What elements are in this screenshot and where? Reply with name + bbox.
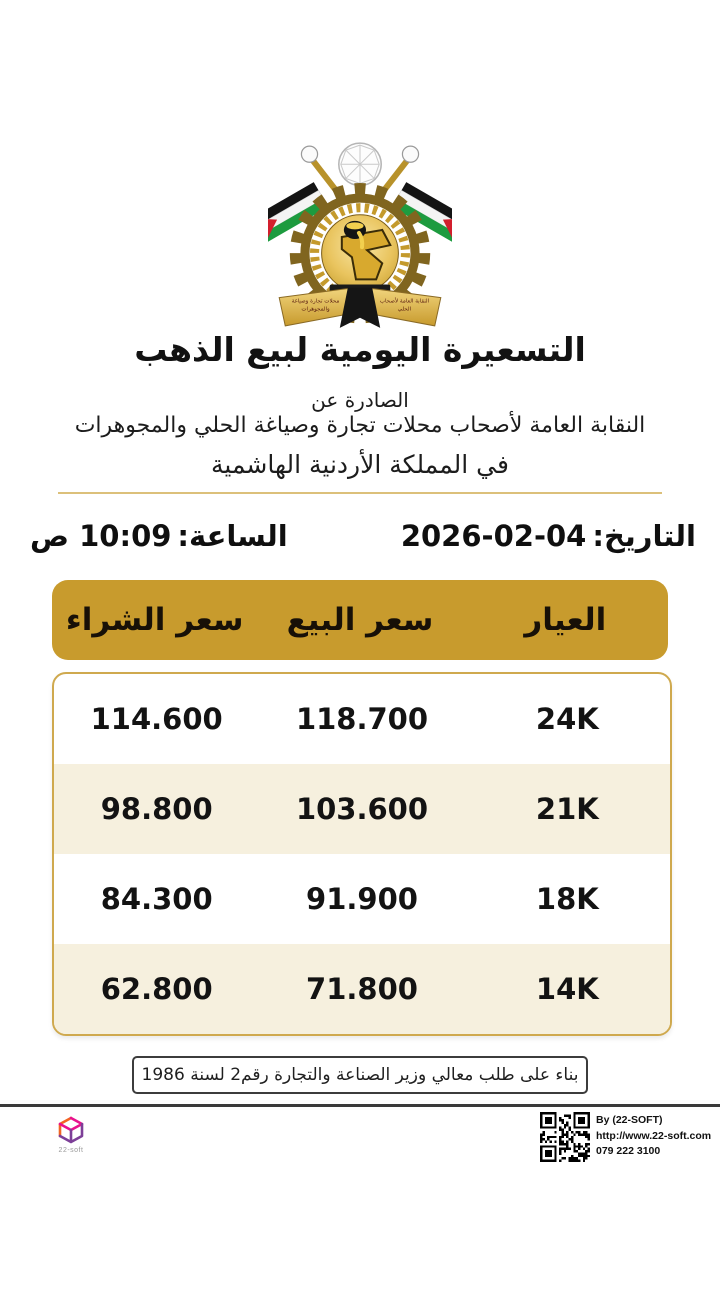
- syndicate-name-line: النقابة العامة لأصحاب محلات تجارة وصياغة الحلي والمجوهرات: [74, 413, 646, 438]
- ribbon-right-text-1: النقابة العامة لأصحاب: [379, 298, 430, 305]
- sell-price-value: 103.600: [295, 792, 429, 826]
- table-row-14k: [54, 944, 670, 1034]
- buy-price-value: 98.800: [100, 792, 213, 826]
- buy-price-value: 62.800: [100, 972, 213, 1006]
- sell-price-value: 118.700: [295, 702, 429, 736]
- date-field: [395, 519, 696, 553]
- ribbon-right-text-2: الحلي: [397, 306, 412, 313]
- time-label: الساعة:: [177, 519, 288, 553]
- buy-price-value: 84.300: [100, 882, 213, 916]
- gold-divider: [58, 492, 662, 494]
- sell-price-value: 91.900: [306, 882, 418, 916]
- date-value: 04-02-2026: [400, 519, 587, 553]
- footer-divider: [0, 1104, 720, 1107]
- karat-value: 14K: [535, 972, 599, 1006]
- price-table-body: [52, 672, 672, 1036]
- date-label: التاريخ:: [592, 519, 696, 553]
- table-row-18k: [54, 854, 670, 944]
- 22soft-brand-caption: 22-soft: [58, 1147, 84, 1154]
- legal-note: بناء على طلب معالي وزير الصناعة والتجارة رقم2 لسنة 1986: [132, 1056, 588, 1094]
- diamond-icon: [339, 143, 381, 185]
- time-value: 10:09 ص: [30, 519, 172, 553]
- developer-phone: 079 222 3100: [596, 1145, 661, 1157]
- issued-by-line: الصادرة عن: [311, 388, 409, 412]
- column-sell-price: سعر البيع: [286, 602, 434, 638]
- developer-by-line: By (22-SOFT): [596, 1114, 663, 1126]
- sell-price-value: 71.800: [306, 972, 418, 1006]
- column-buy-price: سعر الشراء: [65, 602, 244, 638]
- buy-price-value: 114.600: [90, 702, 223, 736]
- qr-code: [540, 1112, 590, 1162]
- price-table-header: [52, 580, 668, 660]
- karat-value: 21K: [535, 792, 599, 826]
- country-line: في المملكة الأردنية الهاشمية: [211, 450, 509, 479]
- ribbon-left-text-1: محلات تجارة وصياغة: [291, 298, 340, 305]
- ribbon-banner: [279, 288, 441, 328]
- table-row-21k: [54, 764, 670, 854]
- page-title: التسعيرة اليومية لبيع الذهب: [134, 330, 586, 369]
- time-field: [24, 519, 288, 553]
- developer-info: [596, 1113, 711, 1160]
- 22soft-cube-logo: [56, 1115, 86, 1145]
- table-row-24k: [54, 674, 670, 764]
- developer-website: http://www.22-soft.com: [596, 1129, 712, 1142]
- karat-value: 18K: [535, 882, 599, 916]
- ribbon-left-text-2: والمجوهرات: [301, 306, 330, 313]
- column-karat: العيار: [524, 602, 607, 638]
- syndicate-emblem: [268, 136, 452, 338]
- karat-value: 24K: [535, 702, 599, 736]
- datetime-row: [24, 514, 696, 558]
